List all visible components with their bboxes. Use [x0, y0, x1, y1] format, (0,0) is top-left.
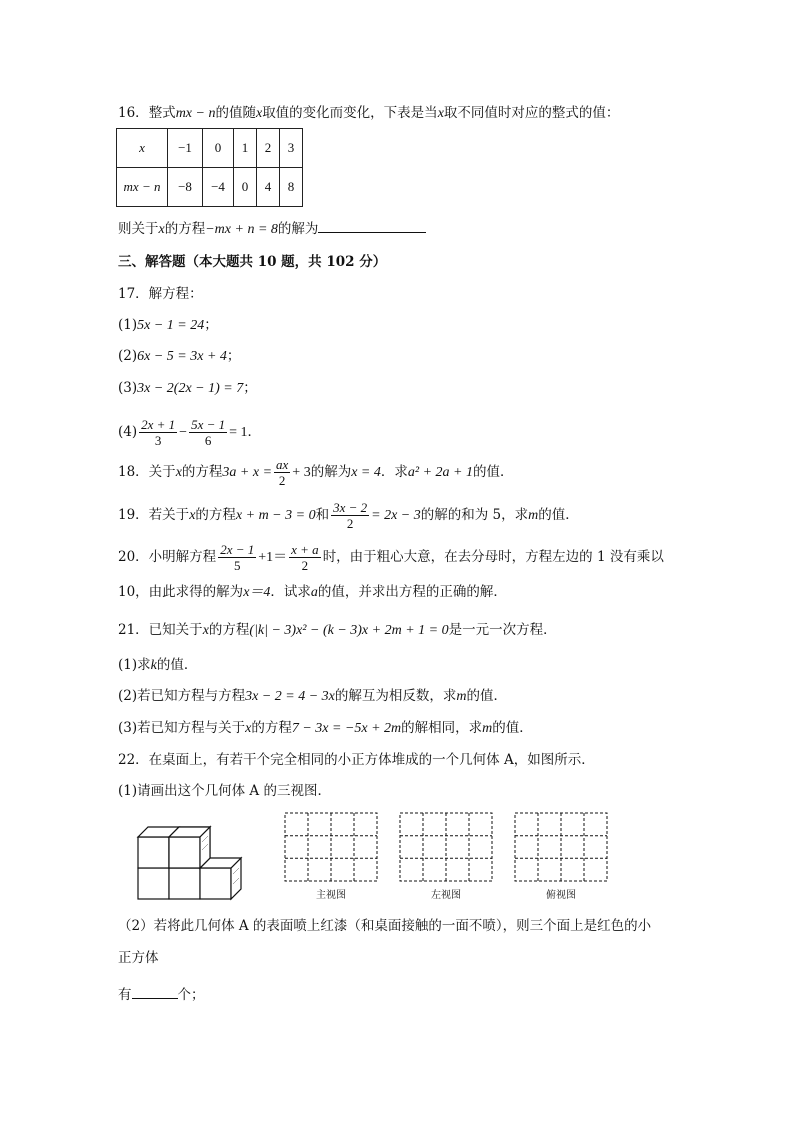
q17-stem: 17．解方程：	[118, 286, 203, 302]
q22-stem: 22．在桌面上，有若干个完全相同的小正方体堆成的一个几何体 A，如图所示．	[118, 752, 595, 768]
table-cell: 1	[234, 129, 257, 168]
table-cell: −4	[203, 168, 234, 207]
table-cell: 2	[257, 129, 280, 168]
answer-blank[interactable]	[318, 218, 426, 233]
table-row-x	[117, 129, 303, 168]
table-row-label: x	[117, 129, 168, 168]
side-view-grid	[399, 812, 493, 882]
table-row-label: mx − n	[117, 168, 168, 207]
fraction-numerator: ax	[276, 457, 289, 472]
q17-p3-label: (3)	[118, 380, 138, 396]
q19-b: 的方程	[195, 507, 236, 523]
q18-sol: x = 4	[351, 465, 381, 480]
q21-p2-b: 的解互为相反数，求	[334, 688, 457, 704]
q16-after-c: 的解为	[277, 221, 319, 237]
q19-a: 19．若关于	[118, 507, 190, 523]
fraction-denominator: 3	[154, 433, 162, 448]
q17-part1	[118, 315, 218, 336]
q20-line2-c: 的值，并求出方程的正确的解．	[317, 584, 507, 600]
q21-p3-x: x	[245, 721, 252, 736]
q21-p2-m: m	[456, 689, 467, 704]
q20-line2	[118, 582, 507, 603]
q17-p4-period: ．	[247, 424, 262, 440]
answer-blank[interactable]	[132, 984, 178, 999]
q17-p2-semicolon: ；	[226, 348, 241, 364]
q16-text-c: 取值的变化而变化，下表是当	[262, 105, 438, 121]
q19-var: x	[189, 508, 196, 523]
table-cell: 3	[280, 129, 303, 168]
q20-b: 时，由于粗心大意，在去分母时，方程左边的 1 没有乘以	[322, 549, 664, 565]
q22-part1: (1)请画出这个几何体 A 的三视图．	[118, 783, 331, 799]
q17-p1-eq: 5x − 1 = 24	[137, 318, 205, 333]
q17-p1-label: (1)	[118, 317, 138, 333]
q18	[118, 454, 513, 491]
q21-p3-c: 的解相同，求	[401, 720, 483, 736]
q16-after-a: 则关于	[118, 221, 159, 237]
q21-part1	[118, 655, 197, 676]
q22-part2-line1: （2）若将此几何体 A 的表面喷上红漆（和桌面接触的一面不喷），则三个面上是红色的小	[118, 918, 652, 934]
q22-part2-line2: 正方体	[118, 950, 159, 966]
q18-b: 的方程	[181, 464, 223, 480]
q21-p2-c: 的值．	[466, 688, 508, 704]
q18-expr: a² + 2a + 1	[407, 465, 473, 480]
fraction	[139, 417, 177, 448]
q20-avar: a	[310, 585, 318, 600]
q16-number: 16．	[118, 105, 149, 121]
q19-m: m	[528, 508, 539, 523]
table-cell: 0	[203, 129, 234, 168]
q16-text-b: 的值随	[215, 105, 256, 121]
fraction-denominator: 2	[278, 473, 286, 488]
q21-p1-k: k	[150, 658, 157, 673]
q20-line2-b: ．试求	[270, 584, 311, 600]
q20-plus: +1＝	[258, 550, 288, 565]
fraction-denominator: 6	[204, 433, 212, 448]
minus-sign: −	[179, 425, 188, 440]
fraction-denominator: 2	[346, 516, 354, 531]
q17-p3-semicolon: ；	[243, 380, 257, 396]
q16-expr: mx − n	[175, 106, 216, 121]
table-cell: 0	[234, 168, 257, 207]
q18-c: 的解为	[310, 464, 352, 480]
q21-p2-a: (2)若已知方程与方程	[118, 688, 246, 704]
q21-p3-a: (3)若已知方程与关于	[118, 720, 246, 736]
q16-after-eq: −mx + n = 8	[205, 222, 278, 237]
q19-d: 的解的和为 5，求	[420, 507, 529, 523]
q16-after-b: 的方程	[164, 221, 206, 237]
cube-stack-figure	[134, 812, 244, 904]
q22-part2-line3	[118, 984, 205, 1005]
q17-p2-eq: 6x − 5 = 3x + 4	[137, 349, 227, 364]
q17-part4	[118, 414, 261, 451]
q21-p3-b: 的方程	[251, 720, 292, 736]
q17-p4-rest: = 1	[229, 425, 248, 440]
q17-p2-label: (2)	[118, 348, 138, 364]
fraction-numerator: x + a	[291, 542, 319, 557]
q16-text-a: 整式	[148, 105, 176, 121]
q18-e: 的值．	[472, 464, 514, 480]
q16-value-table	[116, 128, 303, 207]
caption-front-view: 主视图	[316, 890, 346, 901]
section-title: 三、解答题（本大题共 10 题，共 102 分）	[118, 254, 387, 270]
q21-part2	[118, 686, 507, 707]
table-row-expr	[117, 168, 303, 207]
q16-followup	[118, 218, 426, 240]
q17-p4-label: (4)	[118, 424, 138, 440]
fraction-numerator: 5x − 1	[191, 417, 226, 432]
q20-line2-a: 10，由此求得的解为	[118, 584, 244, 600]
q18-eq-left: 3a + x =	[222, 465, 273, 480]
fraction-numerator: 3x − 2	[333, 500, 368, 515]
q18-var: x	[175, 465, 182, 480]
top-view-grid	[514, 812, 608, 882]
q21-c: 是一元一次方程．	[448, 622, 557, 638]
fraction	[189, 417, 227, 448]
q19-eq1: x + m − 3 = 0	[235, 508, 316, 523]
q21-p3-m: m	[482, 721, 493, 736]
q22-p2-line3-b: 个；	[177, 987, 205, 1003]
q17-part2	[118, 346, 240, 367]
q17-p1-semicolon: ；	[204, 317, 218, 333]
q16-after-var: x	[158, 222, 165, 237]
q18-eq-right: + 3	[292, 465, 311, 480]
q21-p3-eq: 7 − 3x = −5x + 2m	[291, 721, 402, 736]
q19	[118, 497, 579, 534]
table-cell: −1	[168, 129, 203, 168]
q19-c: 和	[315, 507, 330, 523]
q21-stem	[118, 620, 557, 641]
q21-p1-a: (1)求	[118, 657, 151, 673]
table-cell: 8	[280, 168, 303, 207]
q21-p1-b: 的值．	[156, 657, 198, 673]
table-cell: −8	[168, 168, 203, 207]
q16-text-d: 取不同值时对应的整式的值：	[443, 105, 620, 121]
fraction	[218, 542, 256, 573]
q20-a: 20．小明解方程	[118, 549, 217, 565]
q21-part3	[118, 718, 533, 739]
fraction-numerator: 2x − 1	[220, 542, 255, 557]
q16-var2: x	[437, 106, 444, 121]
q16-var: x	[255, 106, 263, 121]
q21-p2-eq: 3x − 2 = 4 − 3x	[245, 689, 335, 704]
q21-p3-d: 的值．	[492, 720, 533, 736]
fraction	[331, 500, 369, 531]
q21-b: 的方程	[208, 622, 250, 638]
q16-stem	[118, 103, 619, 124]
fraction-denominator: 2	[301, 558, 309, 573]
q19-eq2-rest: = 2x − 3	[371, 508, 421, 523]
q19-e: 的值．	[538, 507, 579, 523]
q21-var: x	[202, 623, 209, 638]
q20-sol: x＝4	[243, 585, 271, 600]
q18-a: 18．关于	[118, 464, 176, 480]
q22-p2-line3-a: 有	[118, 987, 132, 1003]
q21-eq: (|k| − 3)x² − (k − 3)x + 2m + 1 = 0	[249, 623, 449, 638]
caption-top-view: 俯视图	[546, 890, 576, 901]
q20-line1	[118, 539, 664, 576]
fraction	[274, 457, 290, 488]
table-cell: 4	[257, 168, 280, 207]
fraction	[289, 542, 321, 573]
q18-d: ．求	[380, 464, 408, 480]
front-view-grid	[284, 812, 378, 882]
fraction-numerator: 2x + 1	[141, 417, 176, 432]
q21-a: 21．已知关于	[118, 622, 203, 638]
caption-side-view: 左视图	[431, 890, 461, 901]
fraction-denominator: 5	[233, 558, 241, 573]
q17-part3	[118, 378, 257, 399]
q17-p3-eq: 3x − 2(2x − 1) = 7	[137, 381, 244, 396]
